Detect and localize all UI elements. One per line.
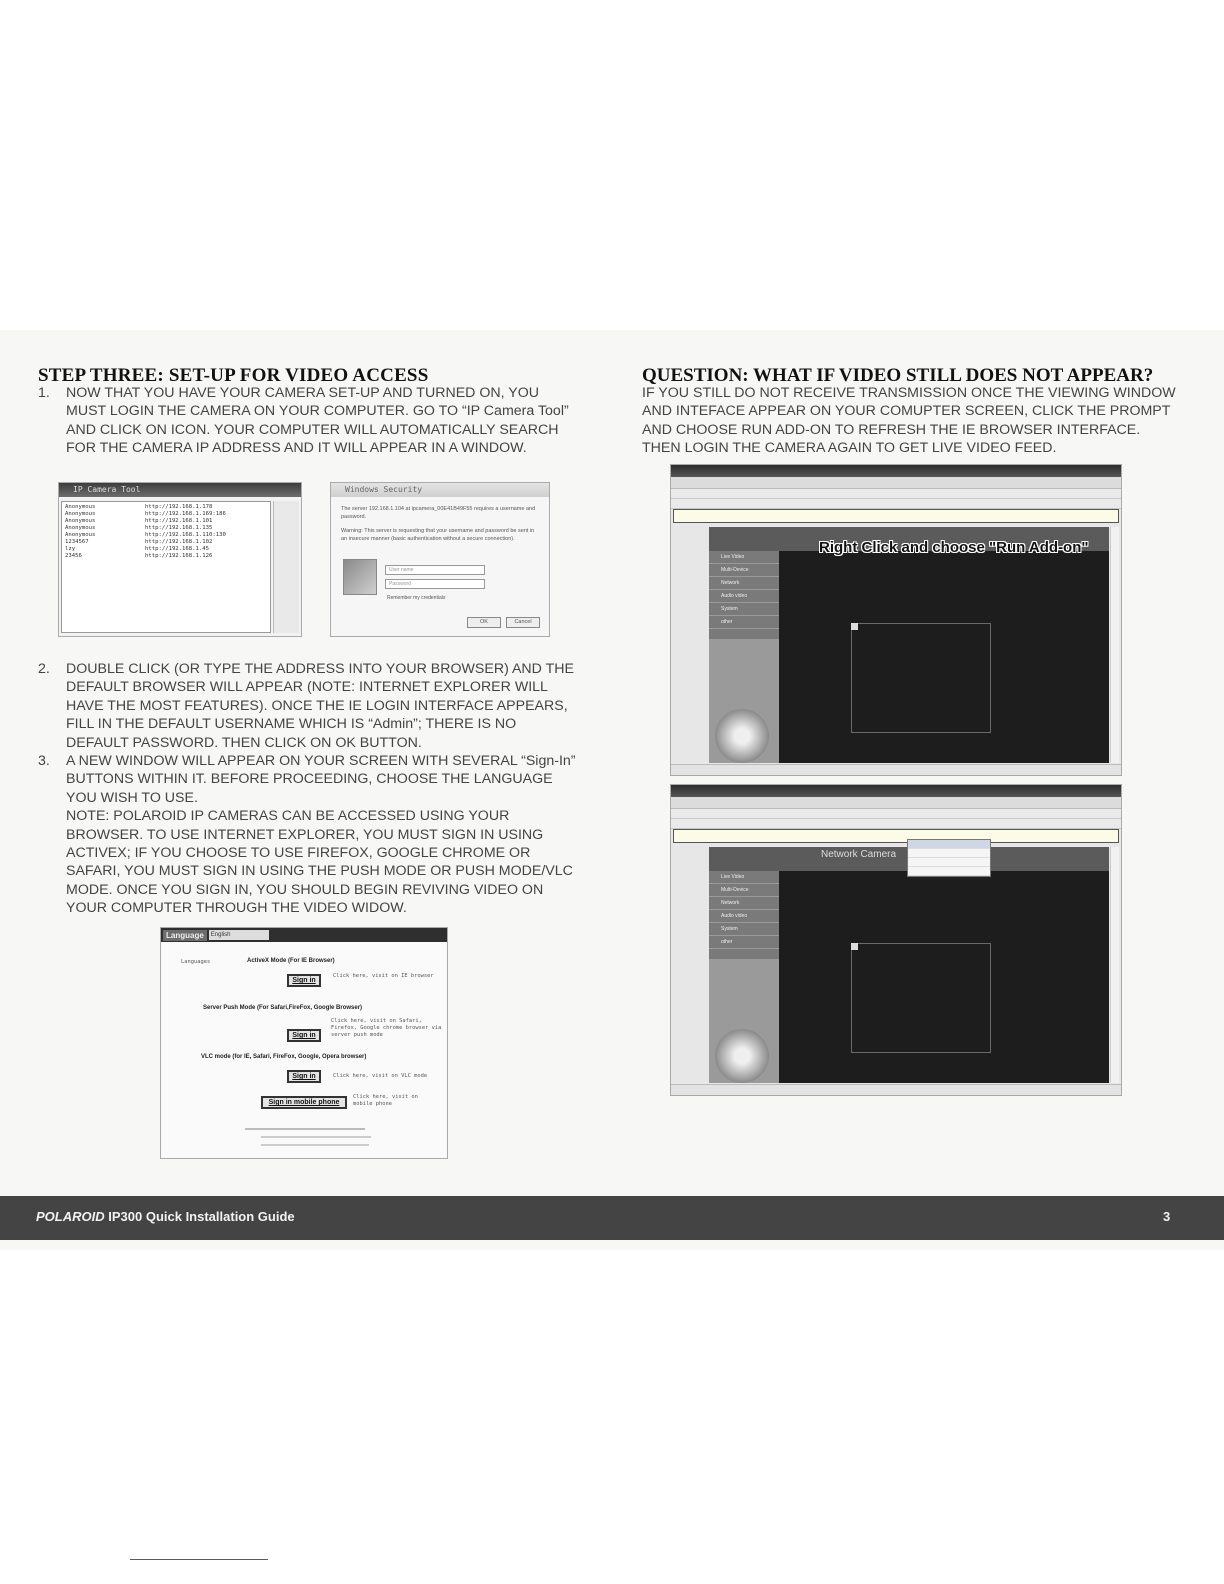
nav-system[interactable]: System [709,603,779,616]
step-text: A NEW WINDOW WILL APPEAR ON YOUR SCREEN WITH SEVERAL “Sign-In” BUTTONS WITHIN IT. BEFORE PROCEEDING, CHOOSE THE LANGUAGE YOU WISH TO USE. [66,753,576,806]
push-mode-title: Server Push Mode (For Safari,FireFox, Google Browser) [203,1005,363,1011]
step-list-1 [38,384,578,458]
run-addon-overlay: Right Click and choose "Run Add-on" [819,539,1089,556]
ie-scrollbar[interactable] [1110,527,1119,763]
question-title: QUESTION: WHAT IF VIDEO STILL DOES NOT APPEAR? [642,365,1154,386]
ie-command-bar [671,499,1121,509]
nav-audio-video[interactable]: Audio video [709,910,779,923]
ip-camera-tool-screenshot [58,482,302,637]
step-number: 2. [38,661,50,677]
user-avatar-icon [343,559,377,595]
ie-title-bar [671,465,1121,477]
password-field[interactable]: Password [385,579,485,589]
fine-print [245,1128,365,1130]
context-menu-item[interactable] [908,840,990,849]
vlc-sign-in-button[interactable]: Sign in [287,1070,321,1083]
step-note: NOTE: POLAROID IP CAMERAS CAN BE ACCESSED USING YOUR BROWSER. TO USE INTERNET EXPLORER, YOU MUST SIGN IN USING ACTIVEX; IF YOU CHOOSE TO USE FIREFOX, GOOGLE CHROME OR SAFARI, YOU MUST SIGN IN USING THE PUSH MODE OR PUSH MODE/VLC MODE. ONCE YOU SIGN IN, YOU SHOULD BEGIN REVIVING VIDEO ON YOUR COMPUTER THROUGH THE VIDEO WIDOW. [66,808,573,917]
camera-nav [709,871,779,959]
context-menu-item[interactable] [908,858,990,867]
ip-tool-address: http://192.168.1.102 [145,539,213,545]
step-item-1 [38,384,578,458]
page-number: 3 [1163,1209,1171,1224]
camera-ptz-knob[interactable] [715,709,769,763]
vlc-note: Click here, visit on VLC mode [333,1073,428,1079]
activex-note: Click here, visit on IE browser [333,973,434,979]
ie-status-bar [671,764,1121,775]
ie-command-bar [671,819,1121,829]
sign-in-screenshot [160,927,448,1159]
language-select[interactable]: English [209,930,269,940]
ip-tool-user: Anonymous [65,532,96,538]
ip-tool-address: http://192.168.1.126 [145,553,213,559]
ip-tool-row[interactable] [65,518,267,525]
nav-live-video[interactable]: Live Video [709,871,779,884]
step-number: 1. [38,385,50,401]
remember-credentials-checkbox[interactable]: Remember my credentials [387,595,446,601]
nav-network[interactable]: Network [709,897,779,910]
ip-tool-user: 23456 [65,553,82,559]
ip-tool-user: Anonymous [65,511,96,517]
vlc-mode-title: VLC mode (for IE, Safari, FireFox, Google, Opera browser) [201,1054,367,1060]
nav-other[interactable]: other [709,616,779,629]
ip-tool-device-list [61,501,271,633]
nav-live-video[interactable]: Live Video [709,551,779,564]
step-text: NOW THAT YOU HAVE YOUR CAMERA SET-UP AND TURNED ON, YOU MUST LOGIN THE CAMERA ON YOUR COMPUTER. GO TO “IP Camera Tool” AND CLICK ON ICON. YOUR COMPUTER WILL AUTOMATICALLY SEARCH FOR THE CAMERA IP ADDRESS AND IT WILL APPEAR IN A WINDOW. [66,385,569,457]
security-title-bar: Windows Security [331,483,549,497]
step-number: 3. [38,753,50,770]
mobile-note: Click here, visit on mobile phone [353,1094,418,1107]
language-tag: Language [163,930,207,941]
language-bar [161,928,447,942]
ok-button[interactable]: OK [467,617,501,628]
footer-guide-title: IP300 Quick Installation Guide [108,1209,295,1224]
ip-tool-address: http://192.168.1.178 [145,504,213,510]
nav-multi-device[interactable]: Multi-Device [709,884,779,897]
mobile-sign-in-button[interactable]: Sign in mobile phone [261,1096,347,1109]
network-camera-brand: Network Camera [821,849,897,860]
ie-screenshot-run-addon [670,464,1122,776]
ie-favorites-bar [671,809,1121,819]
ie-address-bar [671,477,1121,489]
camera-nav [709,551,779,639]
activex-mode-title: ActiveX Mode (For IE Browser) [247,958,335,964]
security-warning: Warning: This server is requesting that your username and password be sent in an insecure manner (basic authentication without a secure connection). [341,528,535,542]
ie-title-bar [671,785,1121,797]
ip-tool-address: http://192.168.1.101 [145,518,213,524]
ip-tool-user: Anonymous [65,525,96,531]
ip-tool-row[interactable] [65,525,267,532]
ip-tool-address: http://192.168.1.110:130 [145,532,226,538]
ip-tool-address: http://192.168.1.135 [145,525,213,531]
security-dialog-body [331,497,549,636]
ip-tool-address: http://192.168.1.169:186 [145,511,226,517]
nav-system[interactable]: System [709,923,779,936]
ip-tool-row[interactable] [65,553,267,560]
footer-title [36,1209,295,1224]
context-menu-item[interactable] [908,849,990,858]
push-note: Click here, visit on Safari, Firefox, Google chrome browser via server push mode [331,1018,442,1038]
ip-tool-row[interactable] [65,511,267,518]
step-three-title: STEP THREE: SET-UP FOR VIDEO ACCESS [38,365,429,386]
nav-network[interactable]: Network [709,577,779,590]
ip-tool-user: lzy [65,546,76,552]
step-list-2 [38,660,578,918]
video-marker [851,943,858,950]
fine-print [261,1144,369,1146]
ip-tool-row[interactable] [65,539,267,546]
nav-audio-video[interactable]: Audio video [709,590,779,603]
activex-sign-in-button[interactable]: Sign in [287,974,321,987]
ie-screenshot-context-menu [670,784,1122,1096]
camera-ptz-knob[interactable] [715,1029,769,1083]
video-frame-outline [851,623,991,733]
bottom-rule [130,1559,268,1560]
ip-tool-user: Anonymous [65,518,96,524]
addon-info-bar[interactable] [673,509,1119,523]
addon-context-menu[interactable] [907,839,991,877]
context-menu-item[interactable] [908,867,990,876]
fine-print [261,1136,371,1138]
username-field[interactable]: User name [385,565,485,575]
ie-status-bar [671,1084,1121,1095]
step-item-3 [38,752,578,918]
nav-other[interactable]: other [709,936,779,949]
ip-tool-address: http://192.168.1.45 [145,546,209,552]
nav-multi-device[interactable]: Multi-Device [709,564,779,577]
step-text: DOUBLE CLICK (OR TYPE THE ADDRESS INTO YOUR BROWSER) AND THE DEFAULT BROWSER WILL APPEAR (NOTE: INTERNET EXPLORER WILL HAVE THE MOST FEATURES). ONCE THE IE LOGIN INTERFACE APPEARS, FILL IN THE DEFAULT USERNAME WHICH IS “Admin”; THERE IS NO DEFAULT PASSWORD. THEN CLICK ON OK BUTTON. [66,661,574,751]
push-sign-in-button[interactable]: Sign in [287,1029,321,1042]
windows-security-screenshot [330,482,550,637]
cancel-button[interactable]: Cancel [506,617,540,628]
ie-favorites-bar [671,489,1121,499]
ip-tool-user: Anonymous [65,504,96,510]
ip-tool-row[interactable] [65,546,267,553]
video-marker [851,623,858,630]
ip-tool-row[interactable] [65,504,267,511]
ip-tool-side-panel [273,501,299,633]
ip-tool-title-bar: IP Camera Tool [59,483,301,497]
ie-address-bar [671,797,1121,809]
ip-tool-row[interactable] [65,532,267,539]
question-text: IF YOU STILL DO NOT RECEIVE TRANSMISSION ONCE THE VIEWING WINDOW AND INTEFACE APPEAR ON YOUR COMUPTER SCREEN, CLICK THE PROMPT AND CHOOSE RUN ADD-ON TO REFRESH THE IE BROWSER INTERFACE. THEN LOGIN THE CAMERA AGAIN TO GET LIVE VIDEO FEED. [642,385,1176,457]
ie-scrollbar[interactable] [1110,847,1119,1083]
languages-label: Languages [181,959,211,965]
security-message: The server 192.168.1.104 at ipcamera_00E41B49F55 requires a username and password. [341,506,536,520]
addon-info-bar[interactable] [673,829,1119,843]
footer-brand: POLAROID [36,1209,105,1224]
step-item-2 [38,660,578,752]
ip-tool-user: 1234567 [65,539,89,545]
video-frame-outline [851,943,991,1053]
